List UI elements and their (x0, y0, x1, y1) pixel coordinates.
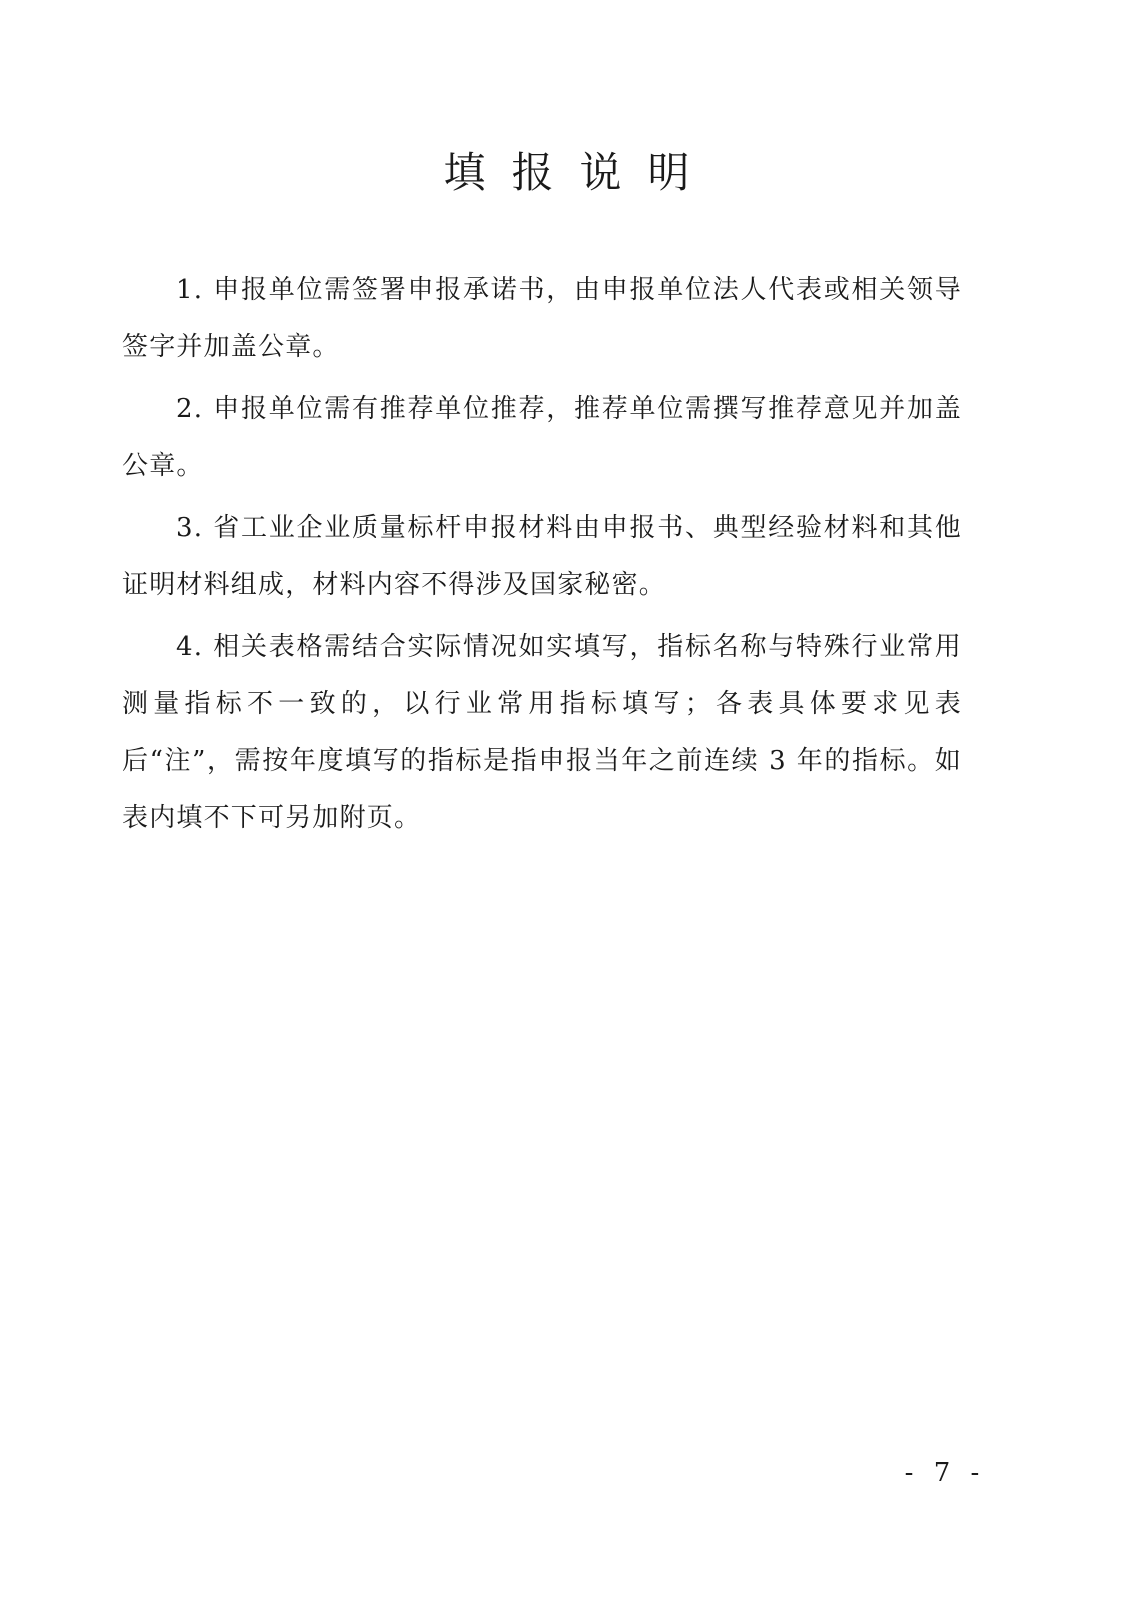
instruction-item-1: 1. 申报单位需签署申报承诺书，由申报单位法人代表或相关领导签字并加盖公章。 (122, 275, 962, 362)
instructions-body (122, 262, 962, 852)
instruction-item-2: 2. 申报单位需有推荐单位推荐，推荐单位需撰写推荐意见并加盖公章。 (122, 394, 962, 481)
instruction-item-3: 3. 省工业企业质量标杆申报材料由申报书、典型经验材料和其他证明材料组成，材料内容不得涉及国家秘密。 (122, 513, 962, 600)
page-title: 填报说明 (443, 148, 716, 197)
page-number: - 7 - (904, 1458, 986, 1488)
instruction-item-4: 4. 相关表格需结合实际情况如实填写，指标名称与特殊行业常用测量指标不一致的，以行业常用指标填写；各表具体要求见表后“注”，需按年度填写的指标是指申报当年之前连续 3 年的指标。如表内填不下可另加附页。 (122, 632, 962, 833)
